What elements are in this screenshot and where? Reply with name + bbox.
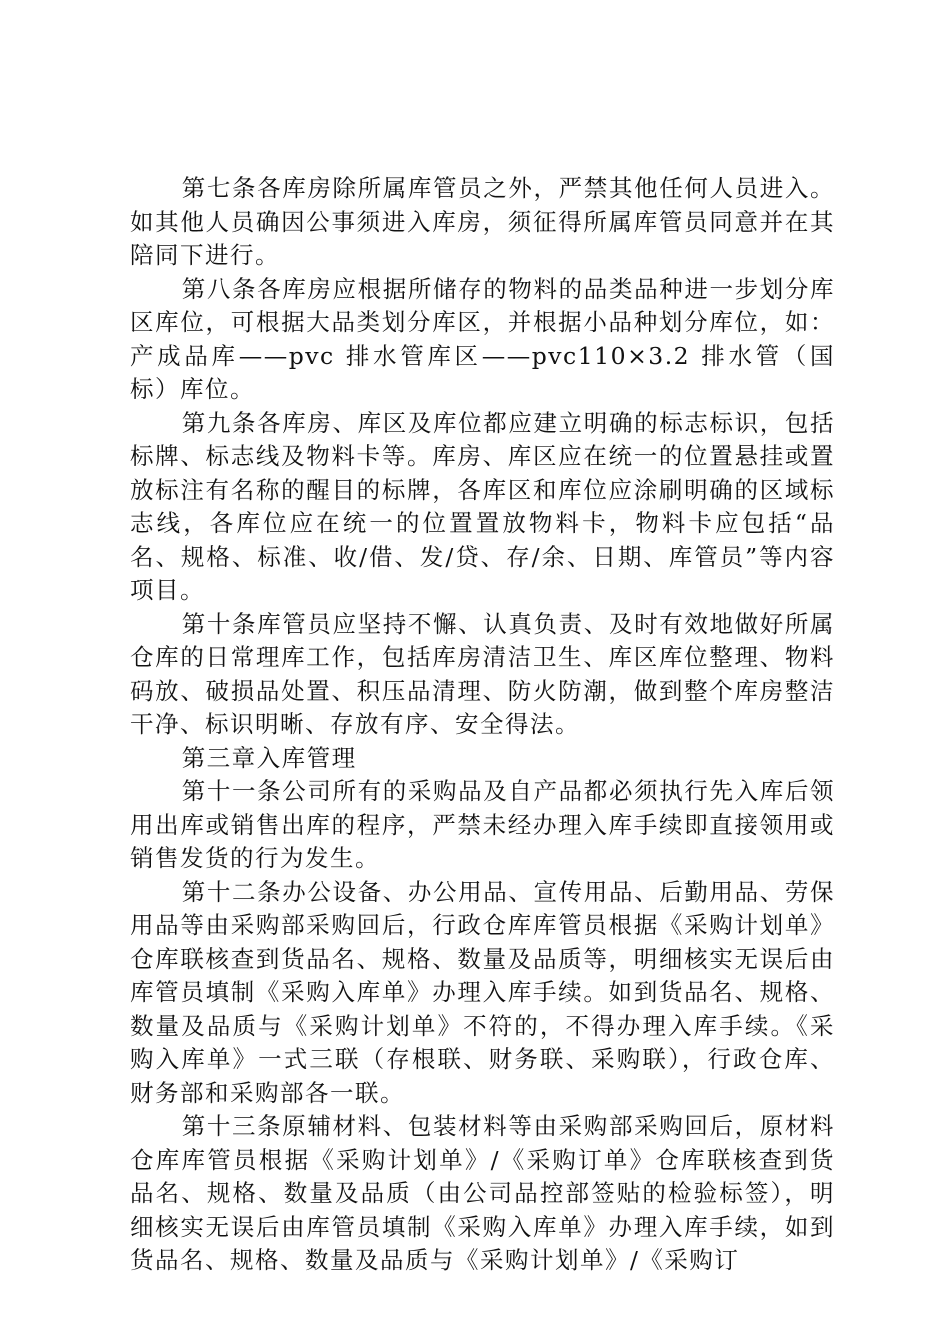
paragraph-article-9: 第九条各库房、库区及库位都应建立明确的标志标识，包括标牌、标志线及物料卡等。库房、库区应在统一的位置悬挂或置放标注有名称的醒目的标牌，各库区和库位应涂刷明确的区域标志线，各库位应在统一的位置置放物料卡，物料卡应包括“品名、规格、标准、收/借、发/贷、存/余、日期、库管员”等内容项目。	[130, 408, 835, 604]
paragraph-article-11: 第十一条公司所有的采购品及自产品都必须执行先入库后领用出库或销售出库的程序，严禁未经办理入库手续即直接领用或销售发货的行为发生。	[130, 777, 835, 872]
paragraph-article-7: 第七条各库房除所属库管员之外，严禁其他任何人员进入。如其他人员确因公事须进入库房，须征得所属库管员同意并在其陪同下进行。	[130, 174, 835, 269]
paragraph-article-12: 第十二条办公设备、办公用品、宣传用品、后勤用品、劳保用品等由采购部采购回后，行政仓库库管员根据《采购计划单》仓库联核查到货品名、规格、数量及品质等，明细核实无误后由库管员填制《采购入库单》办理入库手续。如到货品名、规格、数量及品质与《采购计划单》不符的，不得办理入库手续。《采购入库单》一式三联（存根联、财务联、采购联），行政仓库、财务部和采购部各一联。	[130, 877, 835, 1107]
paragraph-article-13: 第十三条原辅材料、包装材料等由采购部采购回后，原材料仓库库管员根据《采购计划单》/《采购订单》仓库联核查到货品名、规格、数量及品质（由公司品控部签贴的检验标签），明细核实无误后由库管员填制《采购入库单》办理入库手续，如到货品名、规格、数量及品质与《采购计划单》/《采购订	[130, 1112, 835, 1274]
chapter-heading: 第三章入库管理	[181, 743, 357, 772]
paragraph-article-10: 第十条库管员应坚持不懈、认真负责、及时有效地做好所属仓库的日常理库工作，包括库房清洁卫生、库区库位整理、物料码放、破损品处置、积压品清理、防火防潮，做到整个库房整洁干净、标识明晰、存放有序、安全得法。	[130, 609, 835, 738]
paragraph-article-8: 第八条各库房应根据所储存的物料的品类品种进一步划分库区库位，可根据大品类划分库区，并根据小品种划分库位，如：产成品库——pvc 排水管库区——pvc110×3.2 排水管（国标）库位。	[130, 274, 835, 403]
document-body	[130, 172, 835, 1278]
